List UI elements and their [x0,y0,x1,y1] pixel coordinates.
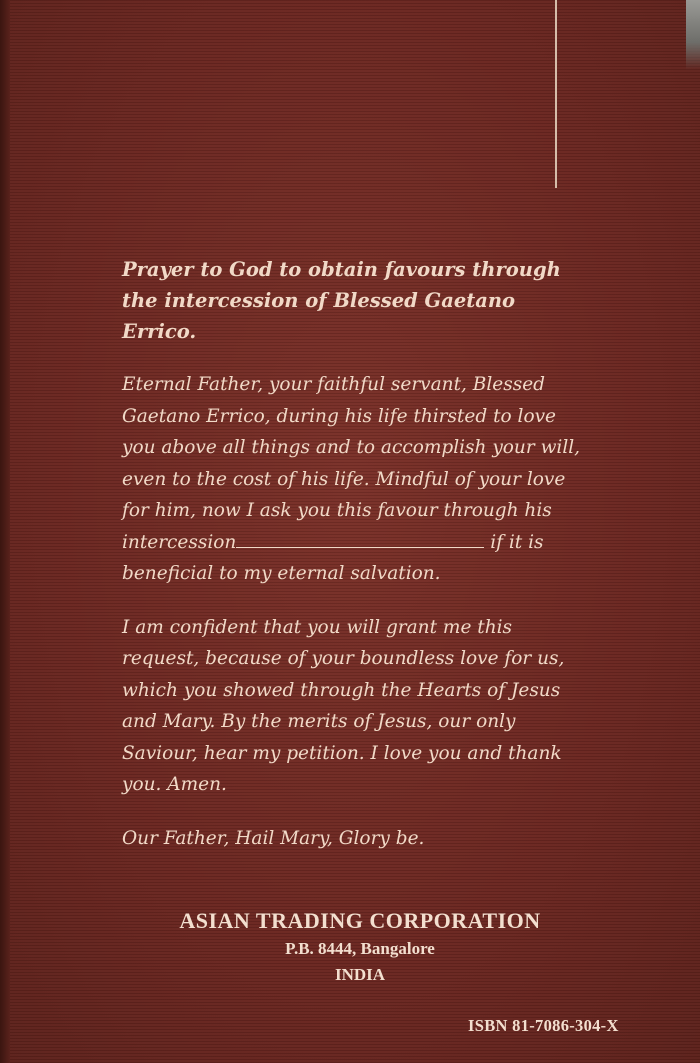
prayer-paragraph-2: I am confident that you will grant me this request, because of your boundless love for us, which you showed through the Hearts of Jesus and Mary. By the merits of Jesus, our only Saviour, hear my petition. I love you and thank you. Amen. [122,616,565,795]
prayer-paragraph-1-end: if it is beneficial to my eternal salvation. [122,531,544,584]
prayer-paragraph-1 [122,369,592,590]
prayer-paragraph-1-start: Eternal Father, your faithful servant, Blessed Gaetano Errico, during his life thirsted to love you above all things and to accomplish your will, even to the cost of his life. Mindful of your love for him, now I ask you this favour through his intercession [122,374,581,553]
prayer-heading: Prayer to God to obtain favours through the intercession of Blessed Gaetano Errico. [122,258,561,343]
prayer-closing: Our Father, Hail Mary, Glory be. [122,827,425,849]
publisher-name: ASIAN TRADING CORPORATION [179,908,541,933]
prayer-text-block [122,254,592,876]
fill-in-blank-line [236,529,484,548]
isbn-number: ISBN 81-7086-304-X [468,1016,619,1035]
decorative-vertical-line [555,0,557,188]
cover-corner-wear [686,0,700,70]
publisher-country: INDIA [334,965,386,984]
publisher-address: P.B. 8444, Bangalore [285,939,435,958]
cover-left-edge [0,0,10,1063]
publisher-block [140,906,580,988]
